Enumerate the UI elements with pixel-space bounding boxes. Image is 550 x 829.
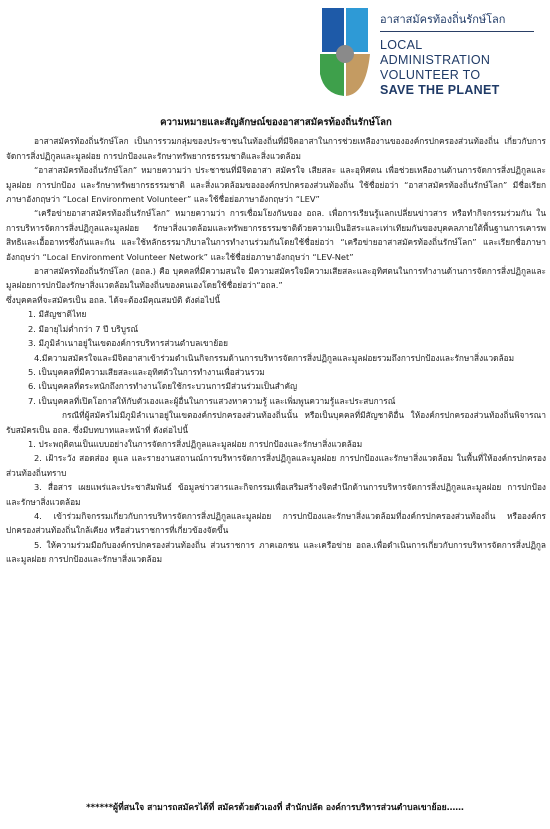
header: [0, 0, 550, 110]
qualification-item: 5. เป็นบุคคลที่มีความเสียสละและอุทิศตัวในการทำงานเพื่อส่วนรวม: [28, 366, 265, 377]
qualification-item: 3. มีภูมิลำเนาอยู่ในเขตองค์การบริหารส่วนตำบลเขาย้อย: [28, 338, 229, 349]
paragraph-lev-net-definition: “เครือข่ายอาสาสมัครท้องถิ่นรักษ์โลก” หมายความว่า การเชื่อมโยงกันของ อถล. เพื่อการเรียนรู้แลกเปลี่ยนข่าวสาร หรือทำกิจกรรมร่วมกัน ในการบริหารจัดการสิ่งปฏิกูลและมูลฝอย รักษาสิ่งแวดล้อมและทรัพยากรธรรมชาติด้วยความเป็นอิสระและเท่าเทียมกันของบุคคลภายใต้พื้นฐานการเคารพสิทธิและเอื้ออาทรซึ่งกันและกัน และใช้หลักธรรมาภิบาลในการทำงานร่วมกันโดยใช้ชื่อย่อว่า “เครือข่ายอาสาสมัครท้องถิ่นรักษ์โลก” และเรียกชื่อภาษาอังกฤษว่า “Local Environment Volunteer Network” และใช้ชื่อย่อภาษาอังกฤษว่า “LEV-Net”: [6, 208, 546, 262]
org-name-thai: อาสาสมัครท้องถิ่นรักษ์โลก: [380, 13, 506, 26]
qualification-item: 1. มีสัญชาติไทย: [28, 309, 87, 320]
document-body: [6, 110, 546, 567]
qualification-item: 7. เป็นบุคคลที่เปิดโอกาสให้กับตัวเองและผู้อื่นในการแสวงหาความรู้ และเพิ่มพูนความรู้และประสบการณ์: [28, 395, 396, 406]
paragraph-intro: อาสาสมัครท้องถิ่นรักษ์โลก เป็นการรวมกลุ่มของประชาชนในท้องถิ่นที่มีจิตอาสาในการช่วยเหลืองานขององค์กรปกครองส่วนท้องถิ่น เกี่ยวกับการจัดการสิ่งปฏิกูลและมูลฝอย การปกป้องและรักษาทรัพยากรธรรมชาติและสิ่งแวดล้อม: [6, 136, 546, 161]
qualification-item: 4.มีความสมัครใจและมีจิตอาสาเข้าร่วมดำเนินกิจกรรมด้านการบริหารจัดการสิ่งปฏิกูลและมูลฝอยรวมถึงการปกป้องและรักษาสิ่งแวดล้อม: [34, 352, 515, 363]
duty-item: 4. เข้าร่วมกิจกรรมเกี่ยวกับการบริหารจัดการสิ่งปฏิกูลและมูลฝอย การปกป้องและรักษาสิ่งแวดล้อมที่องค์กรปกครองส่วนท้องถิ่น หรือองค์กรปกครองส่วนท้องถิ่นใกล้เคียง หรือส่วนราชการที่เกี่ยวข้องจัดขึ้น: [6, 510, 546, 536]
org-name-english: [380, 38, 500, 98]
org-name-line: LOCAL: [380, 38, 423, 52]
duty-item: 5. ให้ความร่วมมือกับองค์กรปกครองส่วนท้องถิ่น ส่วนราชการ ภาคเอกชน และเครือข่าย อถล.เพื่อดำเนินการเกี่ยวกับการบริหารจัดการสิ่งปฏิกูลและมูลฝอย การปกป้องและรักษาสิ่งแวดล้อม: [6, 539, 546, 565]
footer-note: ******ผู้ที่สนใจ สามารถสมัครได้ที่ สมัครด้วยตัวเองที่ สำนักปลัด องค์การบริหารส่วนตำบลเขาย้อย……: [86, 803, 464, 813]
paragraph-lev-definition: “อาสาสมัครท้องถิ่นรักษ์โลก” หมายความว่า ประชาชนที่มีจิตอาสา สมัครใจ เสียสละ และอุทิศตน เพื่อช่วยเหลืองานด้านการจัดการสิ่งปฏิกูลและมูลฝอย การปกป้อง และรักษาทรัพยากรธรรมชาติ และสิ่งแวดล้อมขององค์กรปกครองส่วนท้องถิ่น ใช้ชื่อย่อว่า “อาสาสมัครท้องถิ่นรักษ์โลก” มีชื่อเรียกภาษาอังกฤษว่า “Local Environment Volunteer” และใช้ชื่อย่อภาษาอังกฤษว่า “LEV”: [6, 165, 546, 205]
page-title: ความหมายและสัญลักษณ์ของอาสาสมัครท้องถิ่นรักษ์โลก: [160, 117, 392, 128]
exception-paragraph: กรณีที่ผู้สมัครไม่มีภูมิลำเนาอยู่ในเขตองค์กรปกครองส่วนท้องถิ่นนั้น หรือเป็นบุคคลที่มีสัญชาติอื่น ให้องค์กรปกครองส่วนท้องถิ่นพิจารณารับสมัครเป็น อถล. ซึ่งมีบทบาทและหน้าที่ ดังต่อไปนี้: [6, 410, 546, 435]
org-name-line: ADMINISTRATION: [380, 53, 491, 67]
header-divider: [380, 31, 534, 32]
org-name-line: VOLUNTEER TO: [380, 68, 481, 82]
qualification-item: 6. เป็นบุคคลที่ตระหนักถึงการทำงานโดยใช้กระบวนการมีส่วนร่วมเป็นสำคัญ: [28, 381, 298, 392]
paragraph-volunteer-definition: อาสาสมัครท้องถิ่นรักษ์โลก (อถล.) คือ บุคคลที่มีความสนใจ มีความสมัครใจมีความเสียสละและอุทิศตนในการทำงานด้านการจัดการสิ่งปฏิกูลและมูลฝอยการปกป้องรักษาสิ่งแวดล้อมในท้องถิ่นของตนเองโดยใช้ชื่อย่อว่า“อถล.”: [6, 266, 546, 291]
duty-item: 1. ประพฤติตนเป็นแบบอย่างในการจัดการสิ่งปฏิกูลและมูลฝอย การปกป้องและรักษาสิ่งแวดล้อม: [28, 438, 363, 449]
duty-item: 3. สื่อสาร เผยแพร่และประชาสัมพันธ์ ข้อมูลข่าวสารและกิจกรรมเพื่อเสริมสร้างจิตสำนึกด้านการบริหารจัดการสิ่งปฏิกูลและมูลฝอย การปกป้องและรักษาสิ่งแวดล้อม: [6, 482, 546, 507]
qualifications-intro: ซึ่งบุคคลที่จะสมัครเป็น อถล. ได้จะต้องมีคุณสมบัติ ดังต่อไปนี้: [6, 294, 221, 305]
volunteer-logo-icon: [314, 4, 376, 104]
qualification-item: 2. มีอายุไม่ต่ำกว่า 7 ปี บริบูรณ์: [28, 323, 139, 334]
org-name-line: SAVE THE PLANET: [380, 83, 500, 97]
duty-item: 2. เฝ้าระวัง สอดส่อง ดูแล และรายงานสถานณ์การบริหารจัดการสิ่งปฏิกูลและมูลฝอย การปกป้องและรักษาสิ่งแวดล้อม ในพื้นที่ให้องค์กรปกครองส่วนท้องถิ่นทราบ: [6, 453, 546, 478]
